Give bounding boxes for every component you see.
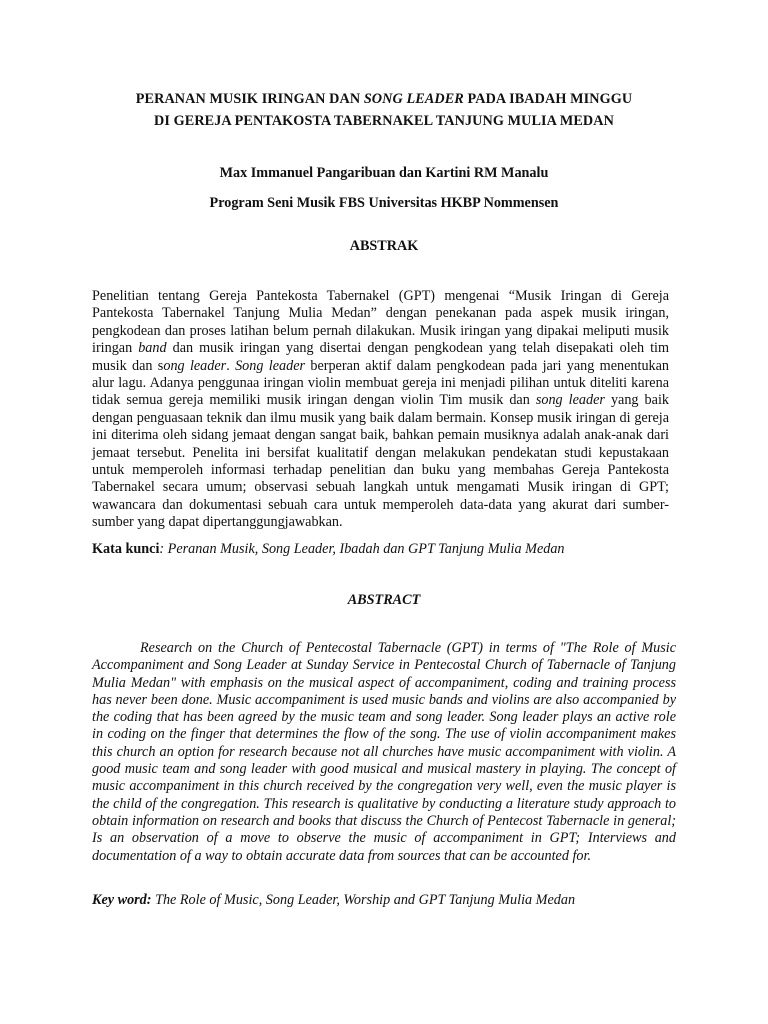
key-word-text: The Role of Music, Song Leader, Worship and GPT Tanjung Mulia Medan (151, 892, 576, 908)
key-word (92, 892, 676, 909)
abstract-body: Research on the Church of Pentecostal Tabernacle (GPT) in terms of "The Role of Music Accompaniment and Song Leader at Sunday Service in Pentecostal Church of Tabernacle of Tanjung Mulia Medan" with emphasis on the musical aspect of accompaniment, coding and training process has never been done. Music accompaniment is used music bands and violins are also accompanied by the coding that has been agreed by the music team and song leader. Song leader plays an active role in coding on the finger that determines the flow of the song. The use of violin accompaniment makes this church an option for research because not all churches have music accompaniment with violin. A good music team and song leader with good musical and musical mastery in playing. The concept of music accompaniment in this church received by the congregation very well, even the music player is the child of the congregation. This research is qualitative by conducting a literature study approach to obtain information on research and books that discuss the Church of Pentecost Tabernacle in general; Is an observation of a move to observe the music of accompaniment in GPT; Interviews and documentation of a way to obtain accurate data from sources that can be accounted for. (92, 640, 676, 864)
key-word-label: Key word: (92, 892, 152, 908)
author-affiliation: Program Seni Musik FBS Universitas HKBP Nommensen (209, 195, 559, 211)
kata-kunci (92, 541, 669, 558)
paper-title (60, 88, 708, 132)
kata-kunci-text: : Peranan Musik, Song Leader, Ibadah dan GPT Tanjung Mulia Medan (159, 541, 565, 557)
author-block (60, 158, 708, 218)
abstract-heading: ABSTRACT (347, 592, 421, 608)
title-italic-term: SONG LEADER (363, 91, 464, 107)
title-line-2: DI GEREJA PENTAKOSTA TABERNAKEL TANJUNG MULIA MEDAN (154, 113, 614, 129)
abstrak-heading: ABSTRAK (349, 238, 419, 254)
author-names: Max Immanuel Pangaribuan dan Kartini RM Manalu (219, 165, 549, 181)
abstrak-body: Penelitian tentang Gereja Pantekosta Tabernakel (GPT) mengenai “Musik Iringan di Gereja Pantekosta Tabernakel Tanjung Mulia Medan” dengan penekanan pada aspek musik iringan, pengkodean dan proses latihan belum pernah dilakukan. Musik iringan yang dipakai meliputi musik iringan band dan musik iringan yang disertai dengan pengkodean yang telah disepakati oleh tim musik dan song leader. Song leader berperan aktif dalam pengkodean pada jari yang menentukan alur lagu. Adanya penggunaa iringan violin membuat gereja ini menjadi pilihan untuk diteliti karena tidak semua gereja memiliki musik iringan dengan violin Tim musik dan song leader yang baik dengan penguasaan teknik dan ilmu musik yang baik dalam bermain. Konsep musik iringan di gereja ini diterima oleh sidang jemaat dengan sangat baik, bahkan pemain musiknya adalah anak-anak dari jemaat tersebut. Penelita ini bersifat kualitatif dengan melakukan pendekatan studi kepustakaan untuk memperoleh informasi terhadap penelitian dan buku yang membahas Gereja Pantekosta Tabernakel secara umum; observasi sebuah langkah untuk mengamati Musik iringan di GPT; wawancara dan dokumentasi sebuah cara untuk memperoleh data-data yang akurat dari sumber-sumber yang dapat dipertanggungjawabkan. (92, 288, 670, 531)
title-line-1: PERANAN MUSIK IRINGAN DAN SONG LEADER PADA IBADAH MINGGU (135, 91, 633, 107)
kata-kunci-label: Kata kunci (92, 541, 160, 557)
